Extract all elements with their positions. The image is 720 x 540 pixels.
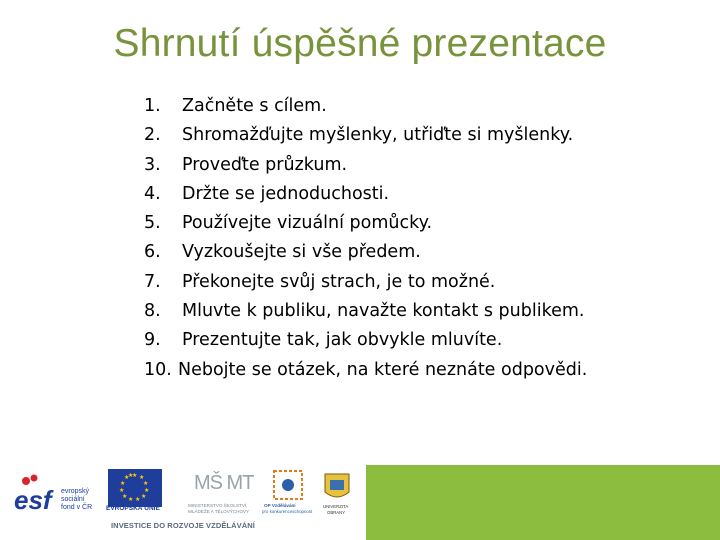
- eu-label: EVROPSKÁ UNIE: [106, 505, 160, 512]
- item-number: 5.: [144, 213, 161, 234]
- item-number: 7.: [144, 271, 161, 292]
- item-text: Začněte s cílem.: [182, 96, 327, 116]
- item-text: Vyzkoušejte si vše předem.: [182, 242, 421, 263]
- esf-sub-line: evropský: [61, 488, 90, 495]
- esf-sub-line: fond v ČR: [61, 504, 93, 511]
- item-text: Prezentujte tak, jak obvykle mluvíte.: [182, 330, 503, 351]
- esf-wordmark: esf: [14, 485, 52, 515]
- item-number: 3.: [144, 154, 161, 175]
- svg-text:★: ★: [128, 496, 134, 503]
- op-sub-line: pro konkurenceschopnost: [262, 509, 313, 514]
- item-text: Používejte vizuální pomůcky.: [182, 213, 433, 234]
- item-number: 6.: [144, 242, 161, 263]
- item-text: Nebojte se otázek, na které neznáte odpovědi.: [178, 359, 588, 380]
- svg-text:★: ★: [143, 480, 149, 487]
- item-text: Shromažďujte myšlenky, utřiďte si myšlenky.: [182, 125, 574, 146]
- accent-bar: [366, 465, 720, 540]
- msmt-sub-line: MINISTERSTVO ŠKOLSTVÍ,: [188, 503, 248, 508]
- university-logo: [320, 468, 354, 516]
- svg-text:★: ★: [144, 487, 150, 494]
- slide-title: Shrnutí úspěšné prezentace: [113, 22, 607, 65]
- item-text: Překonejte svůj strach, je to možné.: [182, 271, 496, 292]
- msmt-sub-line: MLÁDEŽE A TĚLOVÝCHOVY: [188, 509, 250, 514]
- esf-logo: [12, 471, 98, 519]
- uni-sub-line: UNIVERZITA: [323, 504, 349, 509]
- item-text: Proveďte průzkum.: [182, 154, 348, 175]
- investment-caption: INVESTICE DO ROZVOJE VZDĚLÁVÁNÍ: [111, 521, 255, 530]
- svg-text:★: ★: [132, 472, 138, 479]
- msmt-logo: [186, 467, 256, 517]
- item-number: 9.: [144, 330, 161, 351]
- item-number: 4.: [144, 183, 161, 204]
- svg-text:★: ★: [141, 493, 147, 500]
- svg-text:★: ★: [124, 474, 130, 481]
- op-logo: [262, 467, 314, 517]
- esf-sub-line: sociální: [61, 496, 85, 503]
- item-number: 2.: [144, 125, 161, 146]
- item-text: Mluvte k publiku, navažte kontakt s publikem.: [182, 301, 585, 322]
- uni-sub-line: OBRANY: [327, 510, 346, 515]
- item-number: 1.: [144, 96, 161, 116]
- svg-text:★: ★: [122, 493, 128, 500]
- svg-text:★: ★: [139, 474, 145, 481]
- item-number: 8.: [144, 301, 161, 322]
- svg-text:★: ★: [128, 472, 134, 479]
- svg-text:★: ★: [120, 480, 126, 487]
- svg-text:★: ★: [135, 496, 141, 503]
- msmt-wordmark: MŠ MT: [194, 472, 254, 494]
- eu-flag-icon: [108, 469, 162, 507]
- item-number: 10.: [144, 359, 172, 380]
- op-sub-line: OP Vzdělávání: [264, 503, 296, 508]
- svg-text:★: ★: [119, 487, 125, 494]
- item-text: Držte se jednoduchosti.: [182, 183, 390, 204]
